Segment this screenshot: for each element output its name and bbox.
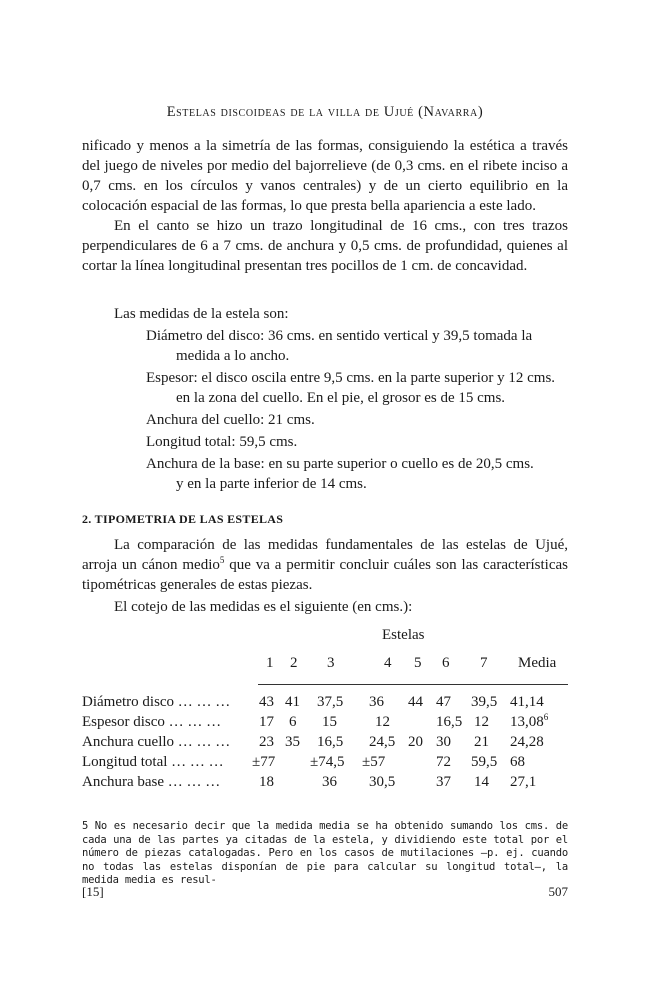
table-cell: 72 <box>436 754 451 770</box>
table-cell: 41 <box>285 694 300 710</box>
table-cell-value: 13,08 <box>510 714 544 730</box>
column-header: Media <box>518 655 557 671</box>
column-header: 6 <box>442 655 450 671</box>
paragraph-continued: nificado y menos a la simetría de las formas, consiguiendo la estética a través del juego de niveles por medio del bajorrelieve (de 0,3 cms. en el ribete inciso a 0,7 cms. en los círculos y vanos centrales) y de un cierto equilibrio en la colocación espacial de las formas, lo que presta bella apariencia a este lado. <box>82 138 568 214</box>
measure-text: Anchura del cuello: 21 cms. <box>146 412 315 428</box>
table-cell: 18 <box>259 774 274 790</box>
table-cell: 37 <box>436 774 451 790</box>
measure-continuation: en la zona del cuello. En el pie, el grosor es de 15 cms. <box>176 390 506 406</box>
table-cell: 41,14 <box>510 694 544 710</box>
measure-text: Longitud total: 59,5 cms. <box>146 434 298 450</box>
section-heading: 2. TIPOMETRIA DE LAS ESTELAS <box>82 512 284 526</box>
measure-item-base-width <box>146 454 568 494</box>
table-cell: 12 <box>474 714 489 730</box>
measure-item-total-length <box>146 432 568 452</box>
table-cell: 30,5 <box>369 774 396 790</box>
table-cell: 36 <box>369 694 384 710</box>
table-cell: 36 <box>322 774 337 790</box>
table-cell: 17 <box>259 714 274 730</box>
table-row-label: Longitud total … … … <box>82 754 224 770</box>
table-row-label: Anchura cuello … … … <box>82 734 231 750</box>
footnote-ref: 6 <box>543 712 549 722</box>
table-cell: 16,5 <box>436 714 463 730</box>
table-cell: 21 <box>474 734 489 750</box>
measure-continuation: medida a lo ancho. <box>176 348 290 364</box>
paragraph-comparison <box>82 535 568 595</box>
column-header: 5 <box>414 655 422 671</box>
table-cell: 47 <box>436 694 451 710</box>
measure-continuation: y en la parte inferior de 14 cms. <box>176 476 367 492</box>
paragraph-text: La comparación de las medidas fundamentales de las estelas de Ujué, arroja un cánon medio <box>82 537 568 573</box>
table-cell: ±77 <box>252 754 276 770</box>
paragraph-text: que va a permitir concluir cuáles son las características tipométricas generales de estas piezas. <box>82 557 568 593</box>
table-cell: 27,1 <box>510 774 537 790</box>
table-cell: 16,5 <box>317 734 344 750</box>
table-cell: 39,5 <box>471 694 498 710</box>
column-header: 7 <box>480 655 488 671</box>
page-label: [15] <box>82 884 104 899</box>
measure-item-thickness <box>146 368 568 408</box>
measures-intro: Las medidas de la estela son: <box>114 306 289 322</box>
table-cell: 35 <box>285 734 300 750</box>
measures-list <box>82 304 568 496</box>
table-rule <box>258 684 568 685</box>
measure-text: Diámetro del disco: 36 cms. en sentido vertical y 39,5 tomada la <box>146 328 533 344</box>
table-cell: 23 <box>259 734 274 750</box>
column-header: 4 <box>384 655 392 671</box>
table-row-label: Anchura base … … … <box>82 774 221 790</box>
page-number: 507 <box>548 884 568 899</box>
table-cell: 14 <box>474 774 489 790</box>
table-cell: ±57 <box>362 754 386 770</box>
table-cell: 24,28 <box>510 734 544 750</box>
table-cell <box>510 714 548 731</box>
table-row-label: Diámetro disco … … … <box>82 694 231 710</box>
measure-text: Espesor: el disco oscila entre 9,5 cms. en la parte superior y 12 cms. <box>146 370 556 386</box>
body-paragraphs <box>82 136 568 276</box>
table-group-header: Estelas <box>382 627 425 643</box>
table-cell: 44 <box>408 694 423 710</box>
measure-item-neck-width <box>146 410 568 430</box>
footnote-ref: 5 <box>219 555 225 565</box>
table-cell: 43 <box>259 694 274 710</box>
table-cell: 24,5 <box>369 734 396 750</box>
paragraph-canto: En el canto se hizo un trazo longitudinal de 16 cms., con tres trazos perpendiculares de 6 a 7 cms. de anchura y 0,5 cms. de profundidad, quienes al cortar la línea longitudinal presentan tres pocillos de 1 cm. de concavidad. <box>82 218 568 274</box>
table-row-label: Espesor disco … … … <box>82 714 222 730</box>
table-cell: 20 <box>408 734 423 750</box>
column-header: 1 <box>266 655 274 671</box>
table-cell: 37,5 <box>317 694 344 710</box>
footnote: 5 No es necesario decir que la medida media se ha obtenido sumando los cms. de cada una de las partes ya citadas de la estela, y dividiendo este total por el número de piezas catalogadas. Pero en los casos de mutilaciones —p. ej. cuando no todas las estelas disponían de pie para calcular su longitud total—, la medida media es resul- <box>82 820 568 886</box>
table-cell: 15 <box>322 714 337 730</box>
table-cell: ±74,5 <box>310 754 345 770</box>
table-cell: 6 <box>289 714 297 730</box>
table-cell: 68 <box>510 754 525 770</box>
measure-item-diameter <box>146 326 568 366</box>
measure-text: Anchura de la base: en su parte superior o cuello es de 20,5 cms. <box>146 456 534 472</box>
table-cell: 59,5 <box>471 754 498 770</box>
running-title: Estelas discoideas de la villa de Ujué (Navarra) <box>166 104 484 120</box>
paragraph-cotejo <box>82 597 568 617</box>
table-cell: 12 <box>375 714 390 730</box>
paragraph-text: El cotejo de las medidas es el siguiente (en cms.): <box>114 599 413 615</box>
column-header: 2 <box>290 655 298 671</box>
column-header: 3 <box>327 655 335 671</box>
table-cell: 30 <box>436 734 451 750</box>
